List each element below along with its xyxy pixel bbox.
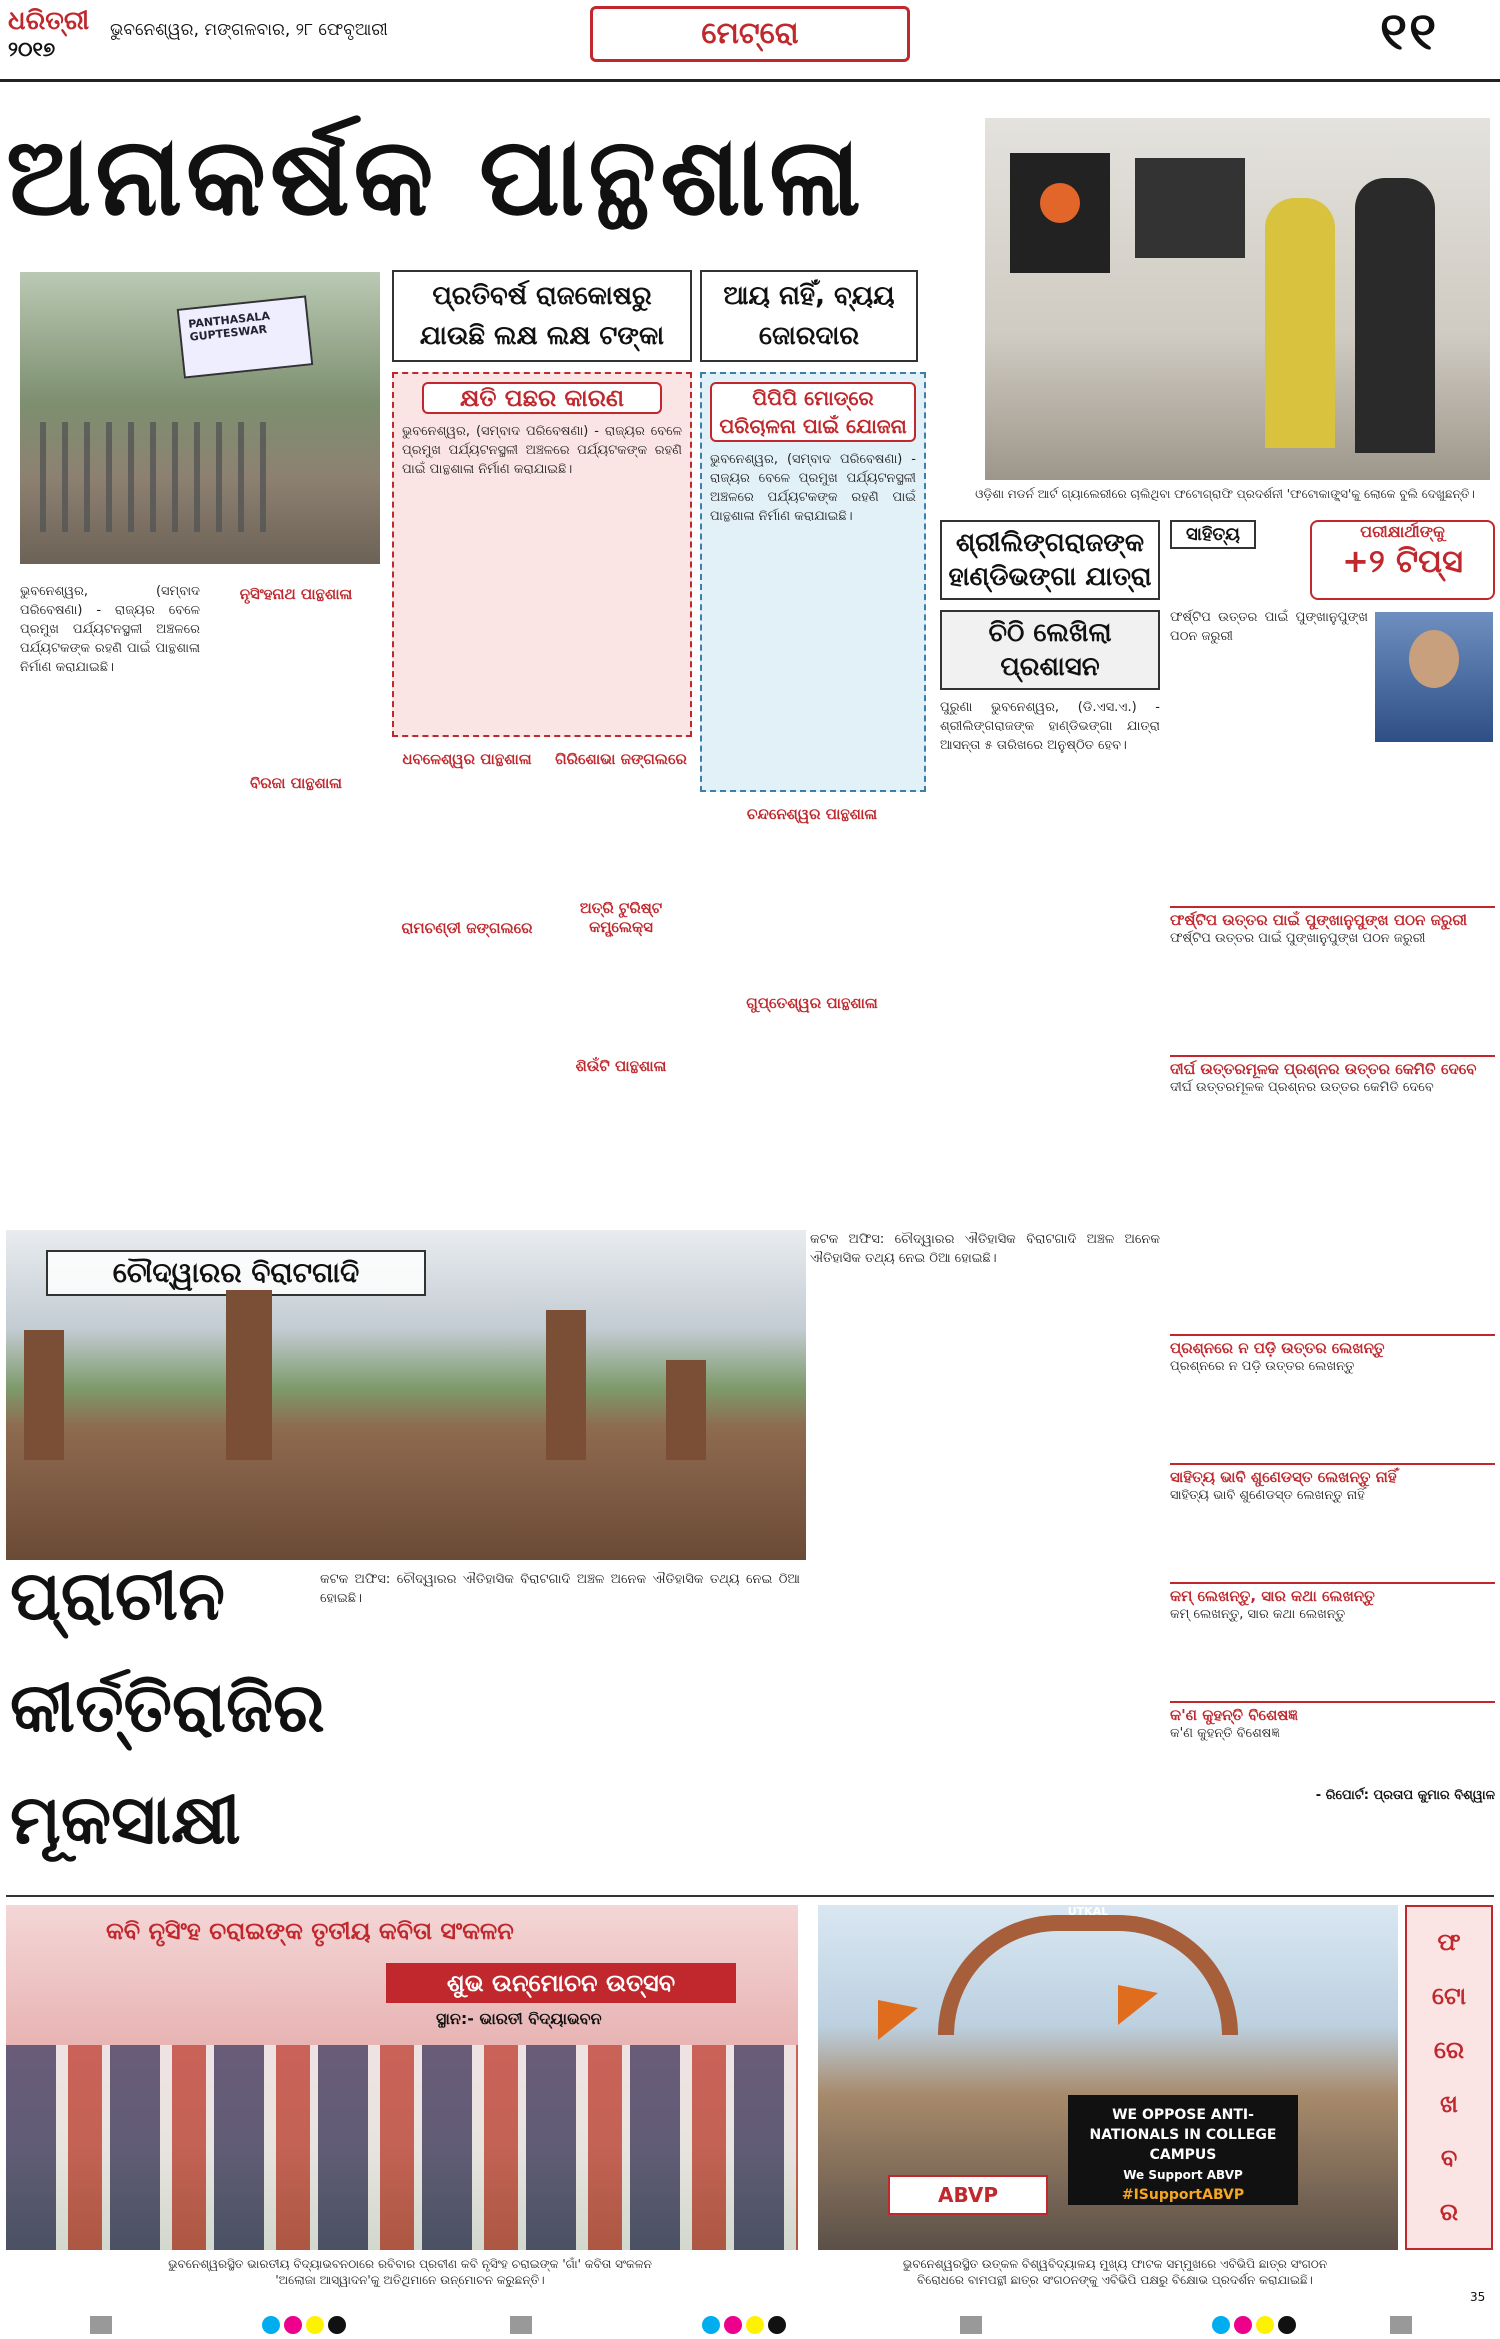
yellow-dot: [746, 2316, 764, 2334]
gray-mark-1: [90, 2316, 112, 2334]
arch-text: UTKAL: [1067, 1905, 1109, 1918]
tip-heading-4: ସାହିତ୍ୟ ଭାବି ଶୁଣେଡସ୍ତ ଲେଖନ୍ତୁ ନାହିଁ: [1170, 1463, 1495, 1486]
event-banner-left: କବି ନୃସିଂହ ଚରାଇଙ୍କ ତୃତୀୟ କବିତା ସଂକଳନ: [106, 1917, 514, 1945]
lead-body-col2: [206, 582, 386, 1182]
portrait-face: [1409, 630, 1459, 688]
tip-text-4: ସାହିତ୍ୟ ଭାବି ଶୁଣେଡସ୍ତ ଲେଖନ୍ତୁ ନାହିଁ: [1170, 1488, 1365, 1503]
srilingaraj-headline: ଶ୍ରୀଲିଙ୍ଗରାଜଙ୍କ ହାଣ୍ଡିଭଙ୍ଗା ଯାତ୍ରା: [940, 520, 1160, 600]
tip-heading-1: ଫର୍ଷ୍ଟିପ ଉତ୍ତର ପାଇଁ ପୁଙ୍ଖାନୁପୁଙ୍ଖ ପଠନ ଜରୁରୀ: [1170, 906, 1495, 929]
saffron-flag-1: [878, 2000, 918, 2040]
ruin-pillar-2: [226, 1290, 272, 1460]
ppp-title: ପିପିପି ମୋଡ୍‌ରେ ପରିଚାଳନା ପାଇଁ ଯୋଜନା: [710, 382, 916, 442]
cmyk-mark-1: [260, 2316, 348, 2338]
visitor-man: [1355, 178, 1435, 453]
university-arch: [938, 1915, 1238, 2035]
folio: 35: [1470, 2290, 1486, 2304]
heritage-headline: [10, 1540, 325, 1880]
lead-story: [6, 92, 926, 1192]
srilingaraj-body: ପୁରୁଣା ଭୁବନେଶ୍ୱର, (ଡି.ଏସ.ଏ.) - ଶ୍ରୀଲିଙ୍ଗରାଜଙ୍କ ହାଣ୍ଡିଭଙ୍ଗା ଯାତ୍ରା ଆସନ୍ତା ୫ ତାରିଖରେ ଅନୁଷ୍ଠିତ ହେବ।: [940, 700, 1160, 753]
photo-feature-char-6: ର: [1439, 2198, 1459, 2226]
subhead-biraja: ବିରଜା ପାନ୍ଥଶାଳା: [250, 774, 342, 792]
artwork-frame-1: [1010, 153, 1110, 273]
photo-feature-char-1: ଫ: [1437, 1928, 1461, 1956]
loss-reason-title: କ୍ଷତି ପଛର କାରଣ: [422, 382, 662, 414]
srilingaraj-subhead: ଚିଠି ଲେଖିଲା ପ୍ରଶାସନ: [940, 610, 1160, 690]
subhead-nrusinghanath: ନୃସିଂହନାଥ ପାନ୍ଥଶାଳା: [239, 585, 353, 603]
ruin-pillar-4: [666, 1360, 706, 1460]
heritage-headline-line-3: ମୂକସାକ୍ଷୀ: [10, 1780, 241, 1860]
tip-text-3: ପ୍ରଶ୍ନରେ ନ ପଡ଼ି ଉତ୍ତର ଲେଖନ୍ତୁ: [1170, 1359, 1355, 1374]
logo: [8, 6, 98, 61]
panthasala-sign: PANTHASALA GUPTESWAR: [177, 295, 314, 378]
heritage-body-cont: କଟକ ଅଫିସ: ଚୌଦ୍ୱାରର ଐତିହାସିକ ବିରାଟଗାଦି ଅଞ୍ଚଳ ଅନେକ ଐତିହାସିକ ତଥ୍ୟ ନେଇ ଠିଆ ହୋଇଛି।: [810, 1232, 1160, 1266]
heritage-photo: [6, 1230, 806, 1560]
magenta-dot: [724, 2316, 742, 2334]
gray-mark-3: [960, 2316, 982, 2334]
registration-marks: [0, 2316, 1500, 2336]
cyan-dot: [702, 2316, 720, 2334]
deck-left: ପ୍ରତିବର୍ଷ ରାଜକୋଷରୁ ଯାଉଛି ଲକ୍ଷ ଲକ୍ଷ ଟଙ୍କା: [392, 270, 692, 362]
heritage-body: କଟକ ଅଫିସ: ଚୌଦ୍ୱାରର ଐତିହାସିକ ବିରାଟଗାଦି ଅଞ୍ଚଳ ଅନେକ ଐତିହାସିକ ତଥ୍ୟ ନେଇ ଠିଆ ହୋଇଛି।: [320, 1572, 800, 1606]
protest-placard: [1068, 2095, 1298, 2205]
dignitaries-row: [6, 2045, 798, 2250]
lead-body-text: ଭୁବନେଶ୍ୱର, (ସମ୍ବାଦ ପରିବେଷଣା) - ରାଜ୍ୟର ବେଳେ ପ୍ରମୁଖ ପର୍ଯ୍ୟଟନସ୍ଥଳୀ ଅଞ୍ଚଳରେ ପର୍ଯ୍ୟଟକଙ୍କ ରହଣି ପାଇଁ ପାନ୍ଥଶାଳା ନିର୍ମାଣ କରାଯାଇଛି।: [20, 584, 200, 675]
gray-mark-2: [510, 2316, 532, 2334]
photo-feature-char-2: ଟୋ: [1431, 1982, 1467, 2010]
gallery-caption: ଓଡ଼ିଶା ମଡର୍ନ ଆର୍ଟ ଗ୍ୟାଲେରୀରେ ଚାଲିଥିବା ଫଟୋଗ୍ରାଫି ପ୍ରଦର୍ଶନୀ 'ଫଟୋକାଙ୍କ୍ସ'କୁ ଲୋକେ ବୁଲି ଦେଖୁଛନ୍ତି।: [975, 487, 1475, 501]
panthasala-photo: [20, 272, 380, 564]
placard-sub: We Support ABVP: [1123, 2168, 1243, 2182]
expert-portrait: [1375, 612, 1493, 742]
tips-author: - ରିପୋର୍ଟ: ପ୍ରତାପ କୁମାର ବିଶ୍ୱାଳ: [1315, 1788, 1495, 1803]
sahitya-column: [1170, 520, 1495, 1920]
lead-body-col4: [546, 747, 696, 1177]
photo-feature-char-3: ରେ: [1433, 2036, 1465, 2064]
visitor-woman: [1265, 198, 1335, 448]
black-dot: [328, 2316, 346, 2334]
photo-feature-char-5: ବ: [1440, 2144, 1458, 2172]
tips-title-box: [1310, 520, 1495, 600]
cmyk-mark-3: [1210, 2316, 1298, 2338]
magenta-dot: [284, 2316, 302, 2334]
heritage-headline-line-1: ପ୍ରାଚୀନ: [10, 1556, 225, 1636]
sahitya-label: ସାହିତ୍ୟ: [1170, 520, 1256, 549]
event-caption: ଭୁବନେଶ୍ୱରସ୍ଥିତ ଭାରତୀୟ ବିଦ୍ୟାଭବନଠାରେ ରବିବାର ପ୍ରବୀଣ କବି ନୃସିଂହ ଚରାଇଙ୍କ 'ଗାଁ' କବିତା ସଂକଳନ 'ଅଲୋଜା ଆସ୍ୱାଦନ'କୁ ଅତିଥିମାନେ ଉନ୍ମୋଚନ କରୁଛନ୍ତି।: [168, 2257, 652, 2287]
subhead-girishobha: ଗିରିଶୋଭା ଜଙ୍ଗଲରେ: [555, 750, 687, 768]
cmyk-mark-2: [700, 2316, 788, 2338]
black-dot: [768, 2316, 786, 2334]
tip-heading-3: ପ୍ରଶ୍ନରେ ନ ପଡ଼ି ଉତ୍ତର ଲେଖନ୍ତୁ: [1170, 1334, 1495, 1357]
deck-right: ଆୟ ନାହିଁ, ବ୍ୟୟ ଜୋରଦାର: [700, 270, 918, 362]
loss-reason-text: ଭୁବନେଶ୍ୱର, (ସମ୍ବାଦ ପରିବେଷଣା) - ରାଜ୍ୟର ବେଳେ ପ୍ରମୁଖ ପର୍ଯ୍ୟଟନସ୍ଥଳୀ ଅଞ୍ଚଳରେ ପର୍ଯ୍ୟଟକଙ୍କ ରହଣି ପାଇଁ ପାନ୍ଥଶାଳା ନିର୍ମାଣ କରାଯାଇଛି।: [402, 424, 682, 477]
gallery-photo: [985, 118, 1490, 480]
dateline: ଭୁବନେଶ୍ୱର, ମଙ୍ଗଳବାର, ୨୮ ଫେବୃଆରୀ: [110, 20, 388, 40]
tip-text-2: ଦୀର୍ଘ ଉତ୍ତରମୂଳକ ପ୍ରଶ୍ନର ଉତ୍ତର କେମିତି ଦେବେ: [1170, 1080, 1434, 1095]
lead-body-col5: [700, 802, 924, 1177]
lead-body-col1: [20, 582, 200, 1182]
logo-year: ୨୦୧୭: [8, 37, 56, 61]
logo-name: ଧରିତ୍ରୀ: [8, 6, 90, 36]
photo-feature-char-4: ଖ: [1440, 2090, 1458, 2118]
photo-feature-label: [1405, 1905, 1493, 2250]
subhead-ramachandi: ରାମଚଣ୍ଡୀ ଜଙ୍ଗଲରେ: [401, 919, 533, 937]
masthead: [0, 0, 1500, 82]
event-banner-sub: ସ୍ଥାନ:- ଭାରତୀ ବିଦ୍ୟାଭବନ: [436, 2009, 602, 2028]
yellow-dot: [306, 2316, 324, 2334]
tip-text-6: କ'ଣ କୁହନ୍ତି ବିଶେଷଜ୍ଞ: [1170, 1726, 1280, 1741]
ppp-text: ଭୁବନେଶ୍ୱର, (ସମ୍ବାଦ ପରିବେଷଣା) - ରାଜ୍ୟର ବେଳେ ପ୍ରମୁଖ ପର୍ଯ୍ୟଟନସ୍ଥଳୀ ଅଞ୍ଚଳରେ ପର୍ଯ୍ୟଟକଙ୍କ ରହଣି ପାଇଁ ପାନ୍ଥଶାଳା ନିର୍ମାଣ କରାଯାଇଛି।: [710, 452, 916, 524]
event-photo: [6, 1905, 798, 2250]
subhead-gupteswar: ଗୁପ୍ତେଶ୍ୱର ପାନ୍ଥଶାଳା: [746, 994, 878, 1012]
placard-hashtag: #ISupportABVP: [1121, 2187, 1245, 2203]
protest-photo: [818, 1905, 1398, 2250]
magenta-dot: [1234, 2316, 1252, 2334]
tips-title-big: +୨ ଟିପ୍ସ: [1342, 542, 1463, 580]
abvp-placard: ABVP: [888, 2175, 1048, 2215]
tip-heading-5: କମ୍ ଲେଖନ୍ତୁ, ସାର କଥା ଲେଖନ୍ତୁ: [1170, 1582, 1495, 1605]
tips-title: ପରୀକ୍ଷାର୍ଥୀଙ୍କୁ: [1360, 522, 1445, 541]
yellow-dot: [1256, 2316, 1274, 2334]
loss-reason-box: [392, 372, 692, 737]
ruin-pillar-3: [546, 1310, 586, 1460]
placard-main: WE OPPOSE ANTI-NATIONALS IN COLLEGE CAMPUS: [1089, 2107, 1277, 2163]
event-banner-right: ଶୁଭ ଉନ୍ମୋଚନ ଉତ୍ସବ: [386, 1963, 736, 2003]
heritage-headline-line-2: କୀର୍ତ୍ତିରାଜିର: [10, 1668, 325, 1748]
subhead-shiunti: ଶିଉଁଟି ପାନ୍ଥଶାଳା: [575, 1057, 667, 1075]
tip-heading-6: କ'ଣ କୁହନ୍ତି ବିଶେଷଜ୍ଞ: [1170, 1701, 1495, 1724]
black-dot: [1278, 2316, 1296, 2334]
heritage-photo-label: ଚୌଦ୍ୱାରର ବିରାଟଗାଦି: [46, 1250, 426, 1296]
section-title: ମେଟ୍ରୋ: [701, 16, 799, 51]
tip-heading-2: ଦୀର୍ଘ ଉତ୍ତରମୂଳକ ପ୍ରଶ୍ନର ଉତ୍ତର କେମିତି ଦେବେ: [1170, 1055, 1495, 1078]
artwork-frame-2: [1135, 158, 1245, 258]
subhead-chandaneswar: ଚନ୍ଦନେଶ୍ୱର ପାନ୍ଥଶାଳା: [746, 805, 878, 823]
tip-text-5: କମ୍ ଲେଖନ୍ତୁ, ସାର କଥା ଲେଖନ୍ତୁ: [1170, 1607, 1346, 1622]
section-divider: [6, 1895, 1494, 1897]
page-number: ୧୧: [1380, 2, 1439, 62]
protest-caption: ଭୁବନେଶ୍ୱରସ୍ଥିତ ଉତ୍କଳ ବିଶ୍ୱବିଦ୍ୟାଳୟ ମୁଖ୍ୟ ଫାଟକ ସମ୍ମୁଖରେ ଏବିଭିପି ଛାତ୍ର ସଂଗଠନ ବିରୋଧରେ ବାମପନ୍ଥୀ ଛାତ୍ର ସଂଗଠନଙ୍କୁ ଏବିଭିପି ପକ୍ଷରୁ ବିକ୍ଷୋଭ ପ୍ରଦର୍ଶନ କରାଯାଇଛି।: [902, 2257, 1328, 2287]
ruin-pillar-1: [24, 1330, 64, 1460]
sun-artwork: [1040, 183, 1080, 223]
section-box: [590, 6, 910, 62]
lead-body-col3: [392, 747, 542, 1177]
tips-intro: ଫର୍ଷ୍ଟିପ ଉତ୍ତର ପାଇଁ ପୁଙ୍ଖାନୁପୁଙ୍ଖ ପଠନ ଜରୁରୀ: [1170, 610, 1368, 644]
ppp-box: [700, 372, 926, 792]
tips-sections: [1170, 900, 1495, 1900]
lead-headline: ଅନାକର୍ଷକ ପାନ୍ଥଶାଳା: [6, 114, 865, 240]
cyan-dot: [1212, 2316, 1230, 2334]
gray-mark-4: [1390, 2316, 1412, 2334]
gate-illustration: [40, 422, 280, 532]
subhead-atri: ଅତ୍ରି ଟୁରିଷ୍ଟ କମ୍ପ୍ଲେକ୍ସ: [579, 899, 663, 936]
srilingaraj-story: [940, 520, 1160, 1220]
tip-text-1: ଫର୍ଷ୍ଟିପ ଉତ୍ତର ପାଇଁ ପୁଙ୍ଖାନୁପୁଙ୍ଖ ପଠନ ଜରୁରୀ: [1170, 931, 1426, 946]
cyan-dot: [262, 2316, 280, 2334]
subhead-dhabaleswar: ଧବଳେଶ୍ୱର ପାନ୍ଥଶାଳା: [402, 750, 532, 768]
